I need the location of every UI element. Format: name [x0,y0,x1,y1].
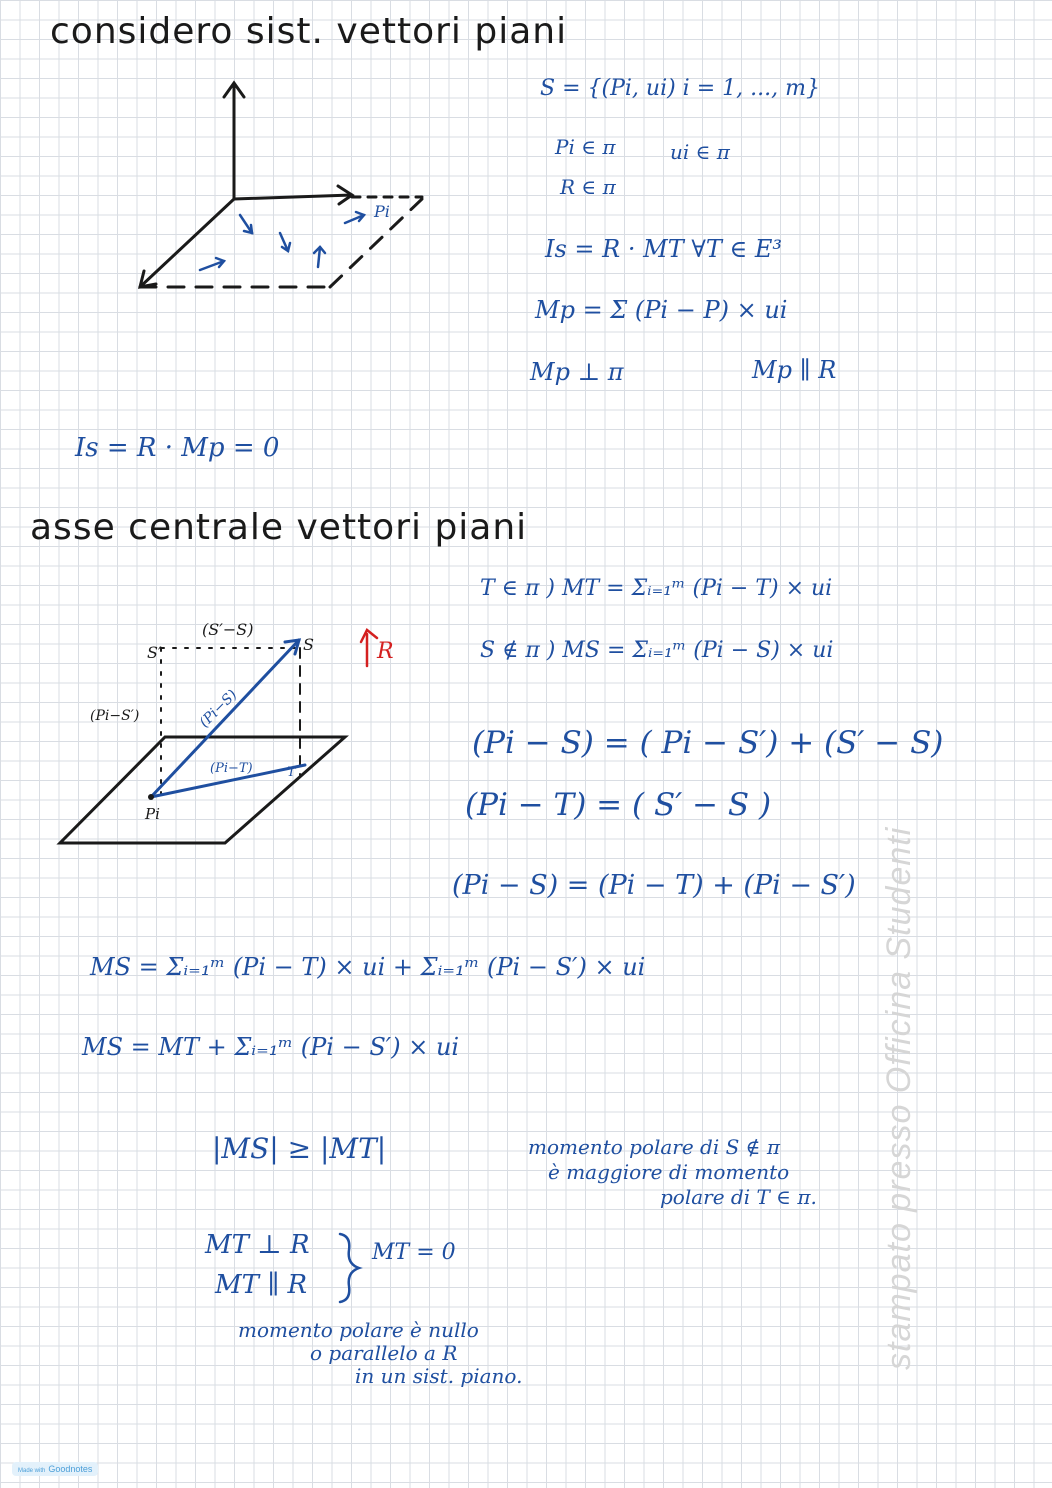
label-t: T [287,765,296,780]
watermark: stampato presso Officina Studenti [880,826,918,1370]
brace [335,1232,365,1304]
plane-vectors-diagram [130,75,440,300]
note-zero-line1: momento polare è nullo [238,1318,479,1342]
mp-perpendicular: Mp ⊥ π [530,358,624,386]
condition-result: MT = 0 [372,1240,456,1265]
label-pi: Pi [374,202,390,221]
label-r-red: R [377,639,394,664]
note-moment-line2: è maggiore di momento [548,1160,790,1184]
badge-made-with: Made with [18,1468,46,1474]
mp-parallel: Mp ∥ R [752,356,837,384]
y-axis [234,195,352,199]
label-pi-minus-t: (Pi−T) [210,761,253,776]
moment-s-equation: S ∉ π ) MS = Σᵢ₌₁ᵐ (Pi − S) × ui [480,638,834,663]
badge-brand: Goodnotes [48,1464,93,1474]
plane-outline [60,737,345,843]
note-zero-line3: in un sist. piano. [355,1364,523,1388]
moment-t-equation: T ∈ π ) MT = Σᵢ₌₁ᵐ (Pi − T) × ui [480,576,833,601]
decomposition-pi-t: (Pi − T) = ( S′ − S ) [465,787,772,823]
section1-title: considero sist. vettori piani [50,11,568,52]
condition-perpendicular: MT ⊥ R [205,1230,310,1260]
note-moment-line1: momento polare di S ∉ π [528,1135,780,1159]
decomposition-pi-s: (Pi − S) = ( Pi − S′) + (S′ − S) [472,725,944,761]
decomposition-pi-s-sum: (Pi − S) = (Pi − T) + (Pi − S′) [452,870,856,901]
invariant-zero: Is = R · Mp = 0 [75,433,280,463]
pi-in-plane: Pi ∈ π [555,135,616,159]
label-s-prime-minus-s: (S′−S) [202,620,254,639]
invariant-equation: Is = R · MT ∀T ∈ E³ [545,235,782,263]
label-pi-minus-s: (Pi−S) [196,686,241,731]
goodnotes-badge [12,1462,98,1476]
label-pi-point: Pi [145,805,160,823]
label-s-prime: S′ [147,643,162,662]
note-moment-line3: polare di T ∈ π. [660,1185,817,1209]
section2-title: asse centrale vettori piani [30,507,528,548]
condition-parallel: MT ∥ R [215,1270,308,1300]
ui-in-plane: ui ∈ π [670,140,730,164]
moment-s-expansion: MS = Σᵢ₌₁ᵐ (Pi − T) × ui + Σᵢ₌₁ᵐ (Pi − S′) × ui [90,953,646,981]
label-s: S [303,635,314,654]
label-pi-minus-s-prime: (Pi−S′) [90,708,140,724]
moment-s-simplified: MS = MT + Σᵢ₌₁ᵐ (Pi − S′) × ui [82,1033,460,1061]
moment-definition: Mp = Σ (Pi − P) × ui [535,296,788,324]
moment-inequality: |MS| ≥ |MT| [212,1132,387,1165]
note-zero-line2: o parallelo a R [310,1341,458,1365]
r-in-plane: R ∈ π [560,175,616,199]
x-axis [140,199,234,287]
central-axis-diagram [55,600,405,850]
set-definition: S = {(Pi, ui) i = 1, ..., m} [540,76,820,101]
